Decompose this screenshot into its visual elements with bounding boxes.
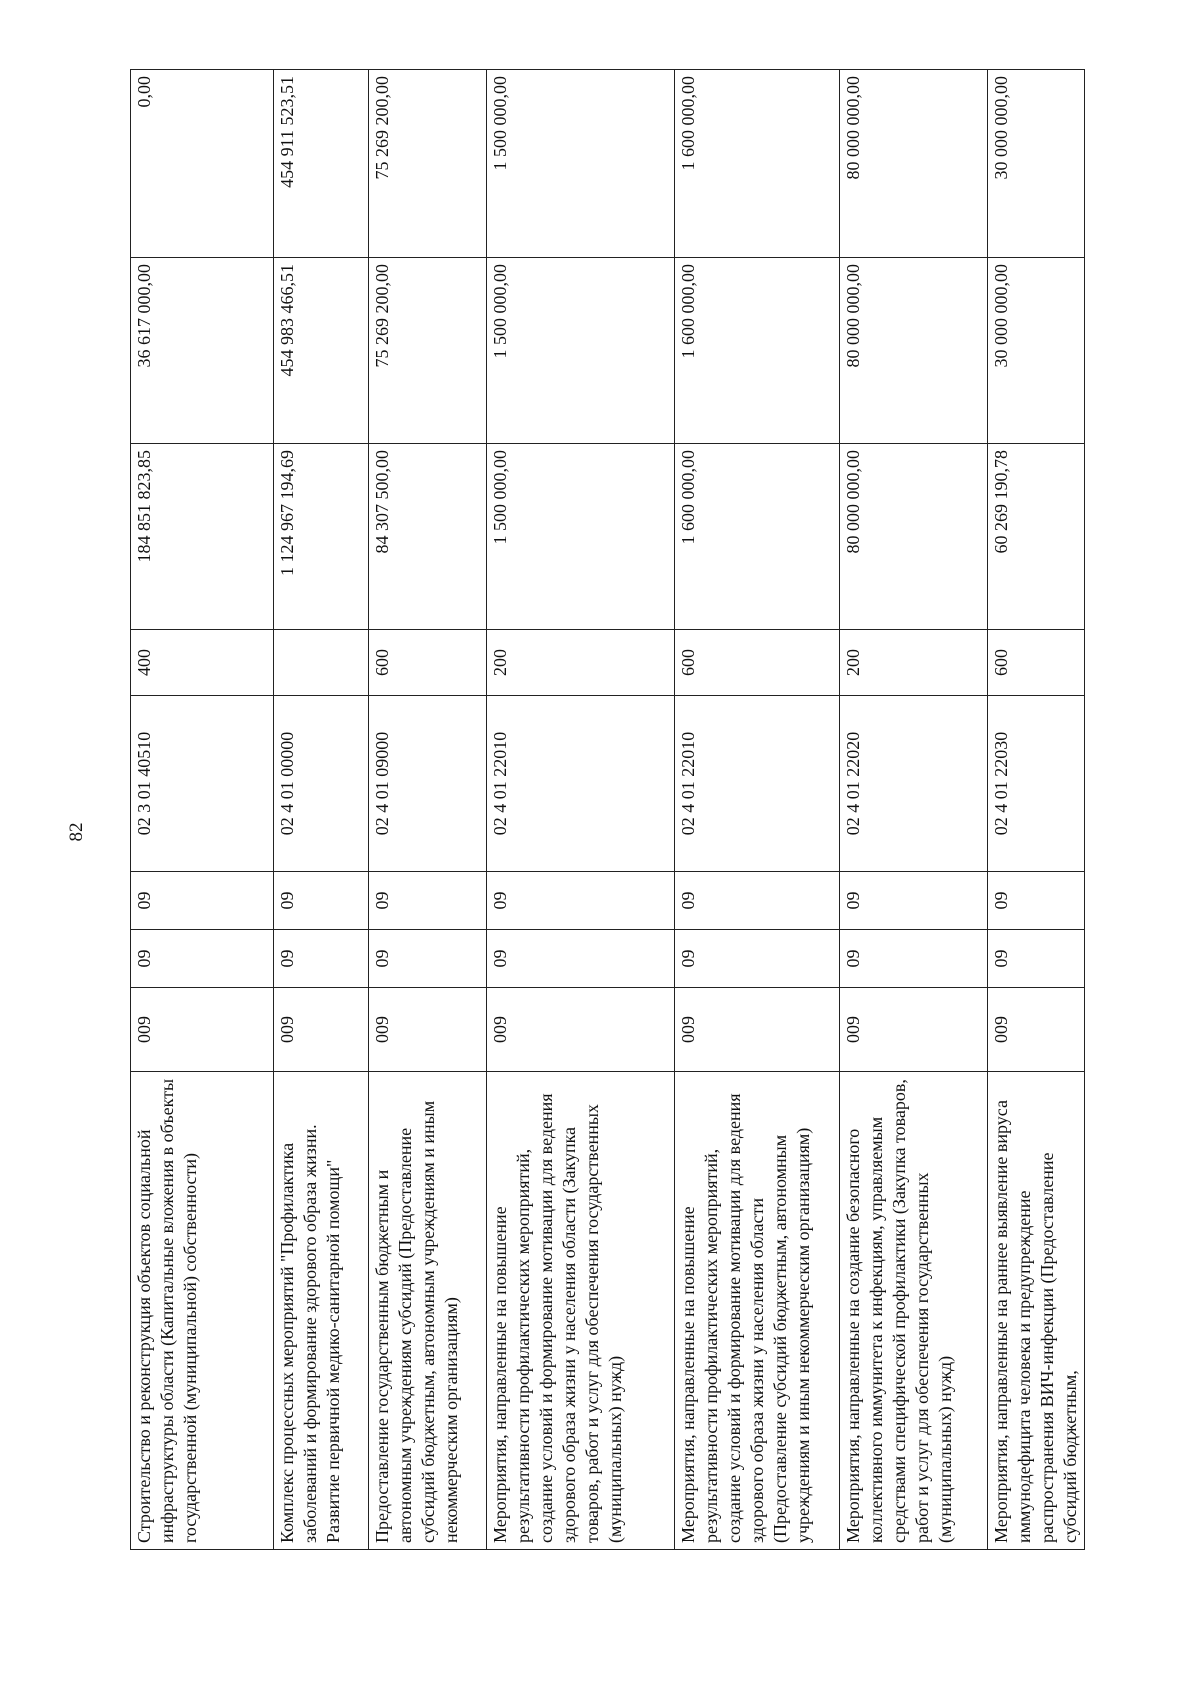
row-csr: 02 4 01 22010 xyxy=(487,696,675,872)
row-sum-1: 1 600 000,00 xyxy=(675,444,840,630)
row-pr: 09 xyxy=(675,872,840,930)
row-csr: 02 4 01 00000 xyxy=(274,696,369,872)
table-row xyxy=(274,70,369,1550)
row-sum-3: 80 000 000,00 xyxy=(840,70,988,258)
row-sum-2: 30 000 000,00 xyxy=(988,258,1085,444)
row-ved: 009 xyxy=(675,988,840,1072)
row-sum-2: 454 983 466,51 xyxy=(274,258,369,444)
row-vr xyxy=(274,630,369,696)
row-ved: 009 xyxy=(274,988,369,1072)
row-vr: 200 xyxy=(487,630,675,696)
row-csr: 02 4 01 22010 xyxy=(675,696,840,872)
row-rz: 09 xyxy=(988,930,1085,988)
row-vr: 600 xyxy=(369,630,487,696)
row-pr: 09 xyxy=(840,872,988,930)
table-row xyxy=(487,70,675,1550)
row-pr: 09 xyxy=(131,872,274,930)
row-sum-1: 184 851 823,85 xyxy=(131,444,274,630)
row-rz: 09 xyxy=(675,930,840,988)
budget-table-body xyxy=(131,70,1085,1550)
row-sum-2: 80 000 000,00 xyxy=(840,258,988,444)
row-name: Мероприятия, направленные на раннее выявление вируса иммунодефицита человека и предупреждение распространения ВИЧ-инфекции (Предоставление субсидий бюджетным, xyxy=(988,1072,1085,1550)
row-vr: 600 xyxy=(988,630,1085,696)
row-name: Строительство и реконструкция объектов социальной инфраструктуры области (Капитальные вложения в объекты государственной (муниципальной) собственности) xyxy=(131,1072,274,1550)
row-sum-3: 1 600 000,00 xyxy=(675,70,840,258)
row-rz: 09 xyxy=(274,930,369,988)
row-ved: 009 xyxy=(840,988,988,1072)
table-row xyxy=(369,70,487,1550)
row-csr: 02 3 01 40510 xyxy=(131,696,274,872)
row-name: Мероприятия, направленные на повышение результативности профилактических мероприятий, создание условий и формирование мотивации для ведения здорового образа жизни у населения области (Закупка товаров, работ и услуг для обеспечения государственных (муниципальных) нужд) xyxy=(487,1072,675,1550)
row-sum-3: 454 911 523,51 xyxy=(274,70,369,258)
table-row xyxy=(131,70,274,1550)
row-rz: 09 xyxy=(131,930,274,988)
row-sum-2: 75 269 200,00 xyxy=(369,258,487,444)
row-sum-2: 1 500 000,00 xyxy=(487,258,675,444)
row-sum-2: 1 600 000,00 xyxy=(675,258,840,444)
row-vr: 400 xyxy=(131,630,274,696)
row-sum-1: 1 124 967 194,69 xyxy=(274,444,369,630)
row-ved: 009 xyxy=(131,988,274,1072)
row-ved: 009 xyxy=(988,988,1085,1072)
row-rz: 09 xyxy=(369,930,487,988)
page-number: 82 xyxy=(66,822,87,842)
row-sum-3: 0,00 xyxy=(131,70,274,258)
row-sum-3: 1 500 000,00 xyxy=(487,70,675,258)
row-sum-1: 84 307 500,00 xyxy=(369,444,487,630)
row-pr: 09 xyxy=(369,872,487,930)
row-sum-3: 30 000 000,00 xyxy=(988,70,1085,258)
row-csr: 02 4 01 22020 xyxy=(840,696,988,872)
row-pr: 09 xyxy=(274,872,369,930)
row-vr: 200 xyxy=(840,630,988,696)
row-name: Предоставление государственным бюджетным и автономным учреждениям субсидий (Предоставление субсидий бюджетным, автономным учреждениям и иным некоммерческим организациям) xyxy=(369,1072,487,1550)
row-csr: 02 4 01 22030 xyxy=(988,696,1085,872)
row-sum-3: 75 269 200,00 xyxy=(369,70,487,258)
row-sum-1: 1 500 000,00 xyxy=(487,444,675,630)
row-sum-1: 80 000 000,00 xyxy=(840,444,988,630)
row-rz: 09 xyxy=(840,930,988,988)
row-name: Мероприятия, направленные на создание безопасного коллективного иммунитета к инфекциям, управляемым средствами специфической профилактики (Закупка товаров, работ и услуг для обеспечения государственных (муниципальных) нужд) xyxy=(840,1072,988,1550)
row-pr: 09 xyxy=(988,872,1085,930)
row-name: Мероприятия, направленные на повышение результативности профилактических мероприятий, создание условий и формирование мотивации для ведения здорового образа жизни у населения области (Предоставление субсидий бюджетным, автономным учреждениям и иным некоммерческим организациям) xyxy=(675,1072,840,1550)
row-sum-2: 36 617 000,00 xyxy=(131,258,274,444)
row-name: Комплекс процессных мероприятий "Профилактика заболеваний и формирование здорового образа жизни. Развитие первичной медико-санитарной помощи" xyxy=(274,1072,369,1550)
row-ved: 009 xyxy=(487,988,675,1072)
row-pr: 09 xyxy=(487,872,675,930)
row-rz: 09 xyxy=(487,930,675,988)
row-sum-1: 60 269 190,78 xyxy=(988,444,1085,630)
budget-table xyxy=(130,69,1085,1550)
table-row xyxy=(988,70,1085,1550)
row-ved: 009 xyxy=(369,988,487,1072)
row-vr: 600 xyxy=(675,630,840,696)
table-row xyxy=(840,70,988,1550)
row-csr: 02 4 01 09000 xyxy=(369,696,487,872)
rotated-table-wrapper xyxy=(130,70,1080,1550)
table-row xyxy=(675,70,840,1550)
